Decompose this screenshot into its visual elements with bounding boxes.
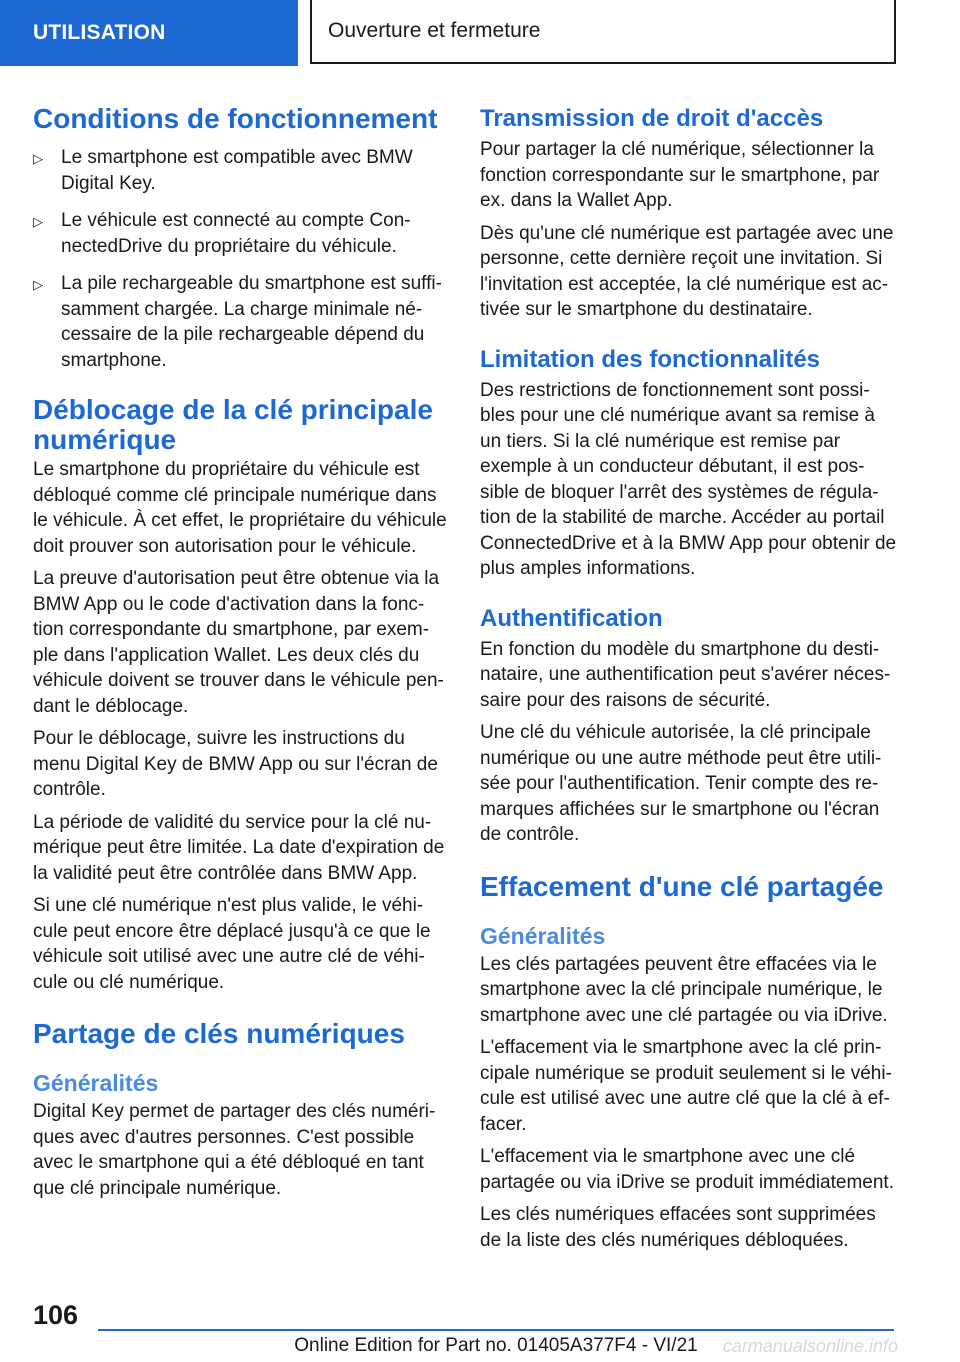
triangle-bullet-icon: ▷ — [33, 277, 43, 292]
partage-subheading: Généralités — [33, 1070, 159, 1096]
list-item: ▷ La pile rechargeable du smartphone est suffi-samment chargée. La charge minimale né-cessaire de la pile rechargeable dépend du smartphone. — [33, 273, 442, 371]
paragraph: En fonction du modèle du smartphone du desti-nataire, une authentification peut s'avérer néces-saire pour des raisons de sécurité. — [480, 638, 891, 711]
left-column — [33, 96, 447, 1201]
triangle-bullet-icon: ▷ — [33, 214, 43, 229]
list-item: ▷ Le véhicule est connecté au compte Con-nectedDrive du propriétaire du véhicule. — [33, 210, 411, 257]
right-column — [480, 96, 900, 1253]
paragraph: La preuve d'autorisation peut être obtenue via la BMW App ou le code d'activation dans la fonc-tion correspondante du smartphone, par exem-ple dans l'application Wallet. Les deux clés du véhicule doivent se trouver dans le véhicule pen-dant le déblocage. — [33, 568, 444, 717]
paragraph: Pour partager la clé numérique, sélectionner la fonction correspondante sur le smartphone, par ex. dans la Wallet App. — [480, 139, 880, 211]
paragraph: L'effacement via le smartphone avec une clé partagée ou via iDrive se produit immédiatement. — [480, 1146, 894, 1193]
paragraph: Des restrictions de fonctionnement sont possi-bles pour une clé numérique avant sa remise à un tiers. Si la clé numérique est remise par exemple à un conducteur débutant, il est pos-sible de bloquer l'arrêt des systèmes de régula-tion de la stabilité de marche. Accéder au portail ConnectedDrive et à la BMW App pour obtenir de plus amples informations. — [480, 379, 897, 579]
paragraph: Une clé du véhicule autorisée, la clé principale numérique ou une autre méthode peut être utili-sée pour l'authentification. Tenir compte des re-marques affichées sur le smartphone ou l'écran de contrôle. — [480, 722, 882, 845]
chapter-tab: Ouverture et fermeture — [310, 0, 896, 64]
paragraph: Dès qu'une clé numérique est partagée avec une personne, cette dernière reçoit une invitation. Si l'invitation est acceptée, la clé numérique est ac-tivée sur le smartphone du destinataire. — [480, 222, 894, 320]
transmission-heading: Transmission de droit d'accès — [480, 105, 824, 132]
conditions-list — [33, 145, 447, 373]
paragraph: Si une clé numérique n'est plus valide, le véhi-cule peut encore être déplacé jusqu'à ce que le véhicule soit utilisé avec une autre clé de véhi-cule ou clé numérique. — [33, 895, 431, 993]
section-tab: UTILISATION — [0, 0, 298, 66]
paragraph: Le smartphone du propriétaire du véhicule est débloqué comme clé principale numérique dans le véhicule. À cet effet, le propriétaire du véhicule doit prouver son autorisation pour le véhicule. — [33, 459, 447, 557]
authentification-heading: Authentification — [480, 604, 663, 632]
partage-heading: Partage de clés numériques — [33, 1018, 405, 1049]
paragraph: Les clés numériques effacées sont supprimées de la liste des clés numériques débloquées. — [480, 1204, 876, 1251]
limitation-heading: Limitation des fonctionnalités — [480, 345, 821, 373]
watermark: carmanualsonline.info — [722, 1336, 898, 1356]
deblocage-heading: Déblocage de la clé principale numérique — [33, 394, 433, 455]
page-header — [0, 0, 960, 66]
list-item: ▷ Le smartphone est compatible avec BMW Digital Key. — [33, 147, 413, 194]
effacement-heading: Effacement d'une clé partagée — [480, 870, 884, 902]
paragraph: Les clés partagées peuvent être effacées via le smartphone avec la clé principale numérique, le smartphone avec une clé partagée ou via iDrive. — [480, 953, 888, 1026]
effacement-subheading: Généralités — [480, 922, 606, 949]
paragraph: Digital Key permet de partager des clés numéri-ques avec d'autres personnes. C'est possible avec le smartphone qui a été débloqué en tant que clé principale numérique. — [33, 1101, 436, 1199]
edition-text: Online Edition for Part no. 01405A377F4 - VI/21 — [294, 1335, 698, 1356]
paragraph: La période de validité du service pour la clé nu-mérique peut être limitée. La date d'expiration de la validité peut être contrôlée dans BMW App. — [33, 811, 445, 884]
triangle-bullet-icon: ▷ — [33, 151, 43, 166]
page-number: 106 — [33, 1300, 79, 1330]
paragraph: L'effacement via le smartphone avec la clé prin-cipale numérique se produit seulement si le véhi-cule est utilisé avec une autre clé que la clé à ef-facer. — [480, 1037, 892, 1135]
footer-divider — [98, 1329, 894, 1331]
conditions-heading: Conditions de fonctionnement — [33, 103, 438, 134]
paragraph: Pour le déblocage, suivre les instructions du menu Digital Key de BMW App ou sur l'écran de contrôle. — [33, 728, 438, 800]
